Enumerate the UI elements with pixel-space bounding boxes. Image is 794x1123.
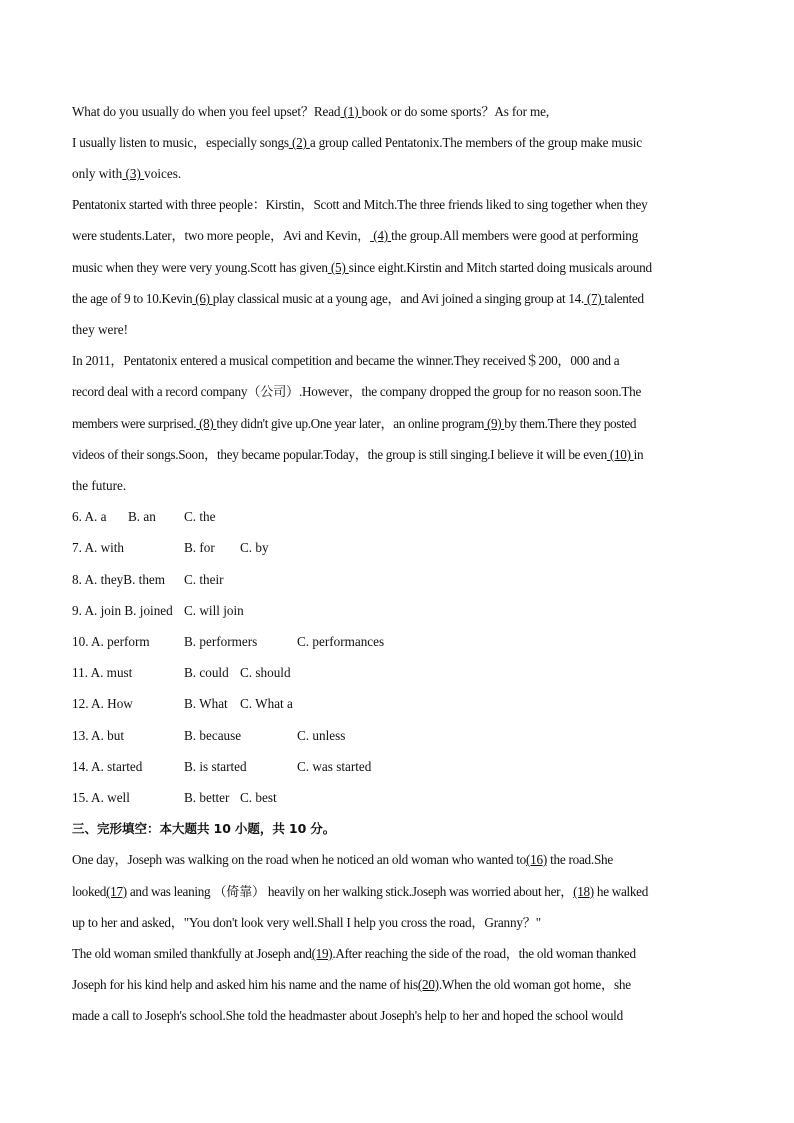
text: up to her and asked，"You don't look very well.Shall I help you cross the road，Granny？" <box>72 915 541 930</box>
blank-9: (9) <box>484 416 505 431</box>
blank-1: (1) <box>340 104 362 119</box>
option-c: C. What a <box>240 696 293 711</box>
text: talented <box>604 291 644 306</box>
text: videos of their songs.Soon，they became popular.Today，the group is still singing.I believe it will be even <box>72 447 607 462</box>
blank-2: (2) <box>288 135 310 150</box>
option-num-a: 12. A. How <box>72 696 133 711</box>
option-row-14 <box>72 758 372 776</box>
option-row-7 <box>72 539 269 557</box>
passage1-line-3 <box>72 165 181 183</box>
blank-18: (18) <box>573 884 594 899</box>
text: In 2011，Pentatonix entered a musical competition and became the winner.They received＄200，000 and a <box>72 353 620 368</box>
option-num-a: 6. A. a <box>72 509 107 524</box>
option-b: B. an <box>128 509 156 524</box>
option-num-a: 8. A. theyB. them <box>72 572 166 587</box>
option-num-a: 14. A. started <box>72 759 143 774</box>
text: play classical music at a young age，and Avi joined a singing group at 14. <box>212 291 584 306</box>
text: in <box>633 447 644 462</box>
option-c: C. by <box>240 540 269 555</box>
heading-text: 三、完形填空：本大题共 <box>72 821 210 836</box>
section-heading <box>72 820 335 838</box>
option-b: B. is started <box>184 759 247 774</box>
passage1-line-10 <box>72 383 641 401</box>
option-row-6 <box>72 508 216 526</box>
text: and was leaning （倚靠） heavily on her walking stick.Joseph was worried about her， <box>126 884 574 899</box>
text: What do you usually do when you feel upset？Read <box>72 104 341 119</box>
option-row-12 <box>72 695 293 713</box>
passage2-line-6 <box>72 1007 623 1025</box>
text: music when they were very young.Scott has given <box>72 260 328 275</box>
passage2-line-3 <box>72 914 541 932</box>
option-b: B. because <box>184 728 242 743</box>
blank-4: (4) <box>370 228 392 243</box>
text: record deal with a record company（公司）.However，the company dropped the group for no reason soon.The <box>72 384 642 399</box>
text: only with <box>72 166 123 181</box>
option-c: C. unless <box>297 728 346 743</box>
option-b: B. could <box>184 665 229 680</box>
option-b: B. What <box>184 696 228 711</box>
passage1-line-8 <box>72 321 128 339</box>
blank-7: (7) <box>583 291 605 306</box>
blank-5: (5) <box>327 260 349 275</box>
blank-6: (6) <box>192 291 213 306</box>
passage1-line-13 <box>72 477 126 495</box>
passage1-line-9 <box>72 352 619 370</box>
text: the road.She <box>547 852 613 867</box>
blank-20: (20) <box>417 977 439 992</box>
text: he walked <box>593 884 649 899</box>
option-row-9 <box>72 602 244 620</box>
text: Pentatonix started with three people：Kirstin，Scott and Mitch.The three friends liked to sing together when they <box>72 197 648 212</box>
text: members were surprised. <box>72 416 197 431</box>
passage1-line-6 <box>72 259 652 277</box>
text: made a call to Joseph's school.She told the headmaster about Joseph's help to her and hoped the school would <box>72 1008 623 1023</box>
passage2-line-1 <box>72 851 613 869</box>
text: voices. <box>144 166 182 181</box>
heading-score: 10 <box>288 821 307 836</box>
option-num-a: 9. A. join B. joined <box>72 603 173 618</box>
option-num-a: 10. A. perform <box>72 634 150 649</box>
option-num-a: 7. A. with <box>72 540 125 555</box>
blank-17: (17) <box>106 884 127 899</box>
text: were students.Later，two more people，Avi and Kevin， <box>72 228 371 243</box>
option-c: C. performances <box>297 634 385 649</box>
option-row-15 <box>72 789 277 807</box>
text: the future. <box>72 478 127 493</box>
text: .After reaching the side of the road，the old woman thanked <box>332 946 636 961</box>
heading-text: 分。 <box>310 821 336 836</box>
passage1-line-7 <box>72 290 644 308</box>
option-c: C. will join <box>184 603 244 618</box>
option-num-a: 11. A. must <box>72 665 133 680</box>
blank-19: (19) <box>311 946 333 961</box>
option-c: C. was started <box>297 759 372 774</box>
option-c: C. should <box>240 665 291 680</box>
option-c: C. the <box>184 509 216 524</box>
option-c: C. their <box>184 572 224 587</box>
passage1-line-2 <box>72 134 642 152</box>
blank-16: (16) <box>526 852 548 867</box>
passage1-line-5 <box>72 227 638 245</box>
passage1-line-12 <box>72 446 643 464</box>
passage2-line-5 <box>72 976 631 994</box>
blank-8: (8) <box>196 416 217 431</box>
option-c: C. best <box>240 790 277 805</box>
text: they were! <box>72 322 129 337</box>
option-row-8 <box>72 571 224 589</box>
text: looked <box>72 884 107 899</box>
text: the age of 9 to 10.Kevin <box>72 291 193 306</box>
heading-text: 小题，共 <box>234 821 285 836</box>
option-b: B. better <box>184 790 230 805</box>
text: the group.All members were good at performing <box>391 228 639 243</box>
blank-10: (10) <box>606 447 634 462</box>
text: book or do some sports？As for me, <box>361 104 549 119</box>
option-b: B. for <box>184 540 215 555</box>
option-b: B. performers <box>184 634 258 649</box>
text: by them.There they posted <box>504 416 637 431</box>
option-num-a: 15. A. well <box>72 790 130 805</box>
text: a group called Pentatonix.The members of the group make music <box>309 135 642 150</box>
heading-count: 10 <box>213 821 231 836</box>
option-num-a: 13. A. but <box>72 728 125 743</box>
option-row-13 <box>72 727 346 745</box>
passage2-line-2 <box>72 883 648 901</box>
passage1-line-4 <box>72 196 647 214</box>
passage1-line-1 <box>72 103 549 121</box>
text: they didn't give up.One year later，an online program <box>216 416 485 431</box>
passage2-line-4 <box>72 945 636 963</box>
text: Joseph for his kind help and asked him his name and the name of his <box>72 977 418 992</box>
text: I usually listen to music，especially songs <box>72 135 289 150</box>
text: .When the old woman got home，she <box>438 977 631 992</box>
text: since eight.Kirstin and Mitch started doing musicals around <box>348 260 652 275</box>
option-row-11 <box>72 664 291 682</box>
option-row-10 <box>72 633 385 651</box>
text: The old woman smiled thankfully at Joseph and <box>72 946 312 961</box>
text: One day，Joseph was walking on the road when he noticed an old woman who wanted to <box>72 852 527 867</box>
passage1-line-11 <box>72 415 636 433</box>
blank-3: (3) <box>122 166 145 181</box>
